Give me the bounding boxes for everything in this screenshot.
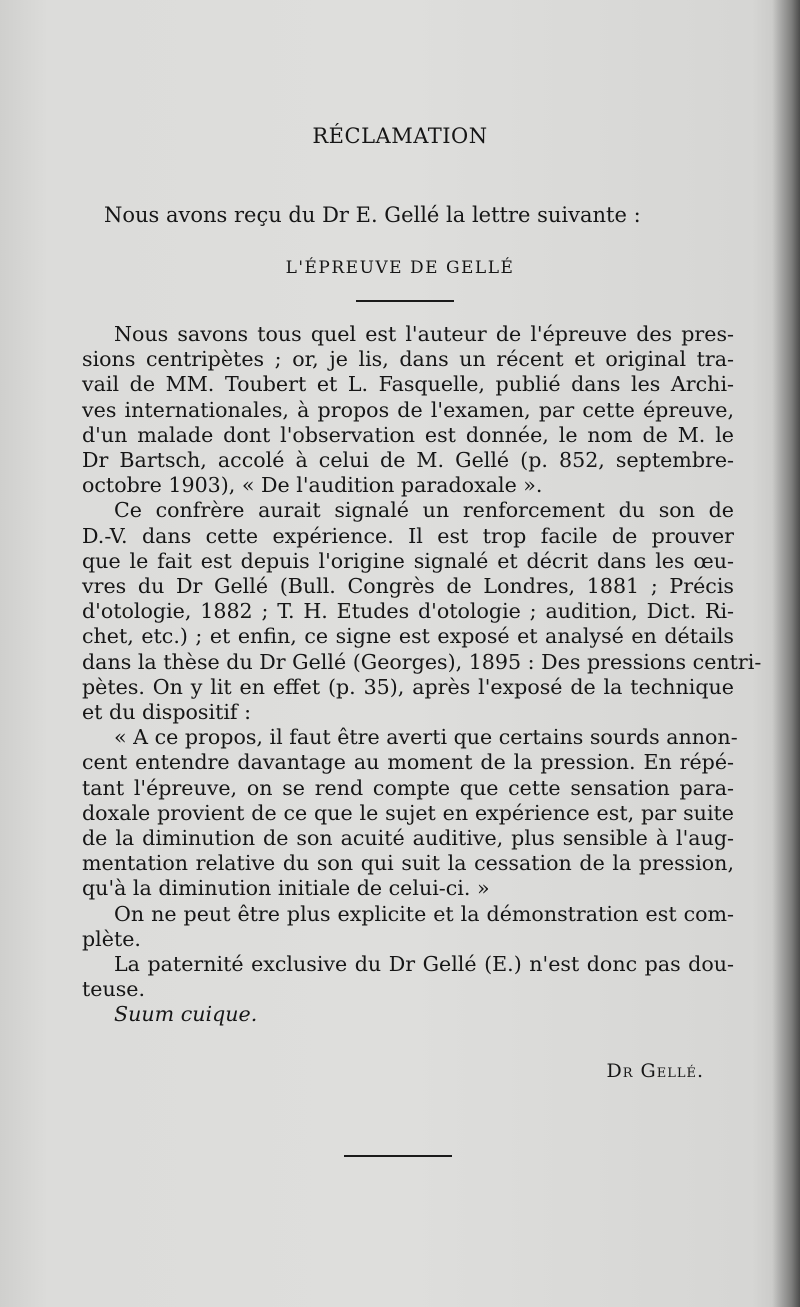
text-line: dans la thèse du Dr Gellé (Georges), 1895 : Des pressions centri- xyxy=(82,649,762,674)
paragraph-6 xyxy=(82,1002,734,1027)
text-line: mentation relative du son qui suit la cessation de la pression, xyxy=(82,851,734,876)
paragraph-1 xyxy=(82,322,734,498)
letter-heading: L'ÉPREUVE DE GELLÉ xyxy=(285,258,515,278)
paragraph-4 xyxy=(82,902,734,952)
text-line: teuse. xyxy=(82,977,146,1002)
text-line: d'otologie, 1882 ; T. H. Etudes d'otologie ; audition, Dict. Ri- xyxy=(82,599,734,624)
text-line: ves internationales, à propos de l'examen, par cette épreuve, xyxy=(82,397,734,422)
text-line: sions centripètes ; or, je lis, dans un récent et original tra- xyxy=(82,347,734,372)
text-line: tant l'épreuve, on se rend compte que cette sensation para- xyxy=(82,775,734,800)
end-rule xyxy=(344,1155,452,1157)
text-line: de la diminution de son acuité auditive, plus sensible à l'aug- xyxy=(82,826,734,851)
text-line: et du dispositif : xyxy=(82,700,252,725)
binding-shadow xyxy=(772,0,800,1307)
text-line: chet, etc.) ; et enfin, ce signe est exposé et analysé en détails xyxy=(82,624,734,649)
separator-rule xyxy=(356,300,454,302)
text-line: doxale provient de ce que le sujet en expérience est, par suite xyxy=(82,800,734,825)
text-line: Nous savons tous quel est l'auteur de l'épreuve des pres- xyxy=(114,322,734,346)
paragraph-3-quote xyxy=(82,725,738,901)
paragraph-5 xyxy=(82,952,734,1002)
text-line: octobre 1903), « De l'audition paradoxale ». xyxy=(82,473,543,498)
text-line: plète. xyxy=(82,926,141,951)
text-line: La paternité exclusive du Dr Gellé (E.) n'est donc pas dou- xyxy=(114,952,734,977)
intro-text: Nous avons reçu du Dr E. Gellé la lettre suivante : xyxy=(104,203,641,227)
closing-motto: Suum cuique. xyxy=(114,1002,258,1027)
letter-body xyxy=(82,322,762,1028)
text-line: Ce confrère aurait signalé un renforcement du son de xyxy=(114,498,734,523)
text-line: cent entendre davantage au moment de la pression. En répé- xyxy=(82,750,734,775)
text-line: pètes. On y lit en effet (p. 35), après l'exposé de la technique xyxy=(82,674,734,699)
text-line: « A ce propos, il faut être averti que certains sourds annon- xyxy=(114,725,738,750)
text-line: vres du Dr Gellé (Bull. Congrès de Londres, 1881 ; Précis xyxy=(82,574,734,599)
text-line: que le fait est depuis l'origine signalé et décrit dans les œu- xyxy=(82,548,734,573)
paragraph-2 xyxy=(82,498,762,725)
signature: Dr Gellé. xyxy=(606,1060,704,1082)
text-line: On ne peut être plus explicite et la démonstration est com- xyxy=(114,901,734,926)
intro-line xyxy=(104,203,641,227)
text-line: d'un malade dont l'observation est donnée, le nom de M. le xyxy=(82,422,734,447)
page-title: RÉCLAMATION xyxy=(312,124,488,148)
text-line: Dr Bartsch, accolé à celui de M. Gellé (p. 852, septembre- xyxy=(82,448,734,473)
text-line: D.-V. dans cette expérience. Il est trop facile de prouver xyxy=(82,523,734,548)
text-line: vail de MM. Toubert et L. Fasquelle, publié dans les Archi- xyxy=(82,372,734,397)
text-line: qu'à la diminution initiale de celui-ci. » xyxy=(82,876,490,901)
